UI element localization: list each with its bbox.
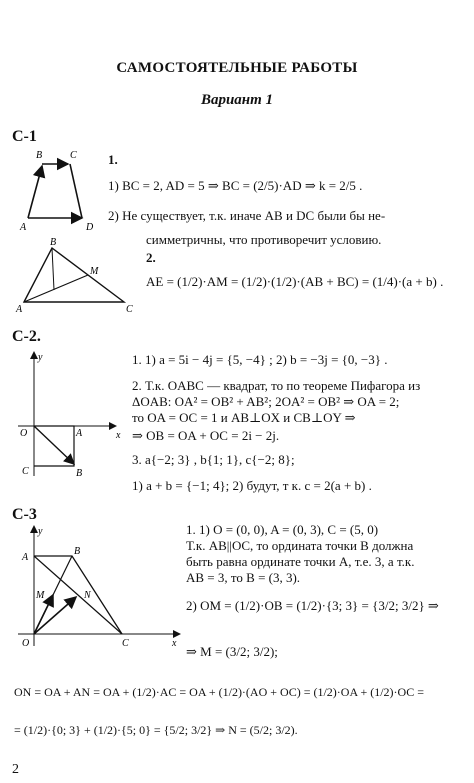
c3-line-8: = (1/2)·{0; 3} + (1/2)·{5; 0} = {5/2; 3/2} ⇒ N = (5/2; 3/2). — [14, 723, 298, 737]
c1-task-1-number: 1. — [108, 152, 118, 167]
section-c3-label: С-3 — [12, 506, 37, 523]
fig-label: N — [84, 590, 91, 601]
fig-label: C — [122, 638, 129, 649]
c1-task-2-number: 2. — [146, 250, 156, 265]
fig-label: A — [76, 428, 83, 439]
fig-label: B — [76, 468, 83, 479]
fig-label: O — [22, 638, 30, 649]
c3-line-5: 2) OM = (1/2)·OB = (1/2)·{3; 3} = {3/2; 3/2} ⇒ — [186, 598, 439, 613]
fig-label: B — [36, 150, 43, 161]
c1-trapezoid-figure — [18, 148, 108, 233]
c3-line-1: 1. 1) O = (0, 0), A = (0, 3), C = (5, 0) — [186, 522, 379, 537]
variant-title: Вариант 1 — [200, 92, 274, 108]
fig-label: A — [22, 552, 29, 563]
fig-label: A — [16, 304, 23, 315]
fig-label: B — [74, 546, 81, 557]
page-number: 2 — [12, 762, 19, 777]
c1-line-1: 1) BC = 2, AD = 5 ⇒ BC = (2/5)·AD ⇒ k = 2/5 . — [108, 178, 363, 193]
section-c2-label: С-2. — [12, 328, 41, 345]
fig-label: M — [90, 266, 99, 277]
c2-line-2: 2. Т.к. OABC — квадрат, то по теореме Пифагора из — [132, 378, 421, 393]
c3-line-2: Т.к. AB||OC, то ордината точки B должна — [186, 538, 414, 553]
c3-line-7: ON = OA + AN = OA + (1/2)·AC = OA + (1/2)·(AO + OC) = (1/2)·OA + (1/2)·OC = — [14, 685, 424, 699]
axis-label: x — [116, 430, 121, 441]
axis-label: x — [172, 638, 177, 649]
c1-line-2: 2) Не существует, т.к. иначе AB и DC были бы не- — [108, 208, 386, 223]
section-c1-label: С-1 — [12, 128, 37, 145]
c1-triangle-figure — [14, 236, 134, 316]
c3-line-3: быть равна ординате точки A, т.е. 3, а т.к. — [186, 554, 415, 569]
page-title: САМОСТОЯТЕЛЬНЫЕ РАБОТЫ — [116, 60, 358, 76]
c3-line-6: ⇒ M = (3/2; 3/2); — [186, 644, 278, 659]
fig-label: B — [50, 237, 57, 248]
c1-line-3: симметричны, что противоречит условию. — [146, 232, 382, 247]
fig-label: C — [22, 466, 29, 477]
c2-line-1: 1. 1) a = 5i − 4j = {5, −4} ; 2) b = −3j = {0, −3} . — [132, 352, 388, 367]
fig-label: M — [36, 590, 45, 601]
c3-coordinate-figure — [12, 522, 184, 652]
c2-line-5: ⇒ OB = OA + OC = 2i − 2j. — [132, 428, 280, 443]
fig-label: O — [20, 428, 28, 439]
c2-line-7: 1) a + b = {−1; 4}; 2) будут, т к. c = 2(a + b) . — [132, 478, 372, 493]
fig-label: C — [126, 304, 133, 315]
c3-line-4: AB = 3, то B = (3, 3). — [186, 570, 301, 585]
c2-line-4: то OA = OC = 1 и AB⊥OX и CB⊥OY ⇒ — [132, 410, 356, 425]
fig-label: C — [70, 150, 77, 161]
c1-line-4: AE = (1/2)·AM = (1/2)·(1/2)·(AB + BC) = (1/4)·(a + b) . — [146, 274, 444, 289]
c2-line-3: ΔOAB: OA² = OB² + AB²; 2OA² = OB² ⇒ OA = 2; — [132, 394, 400, 409]
fig-label: A — [20, 222, 27, 233]
c2-coordinate-figure — [12, 346, 130, 486]
axis-label: y — [38, 352, 43, 363]
fig-label: D — [86, 222, 94, 233]
axis-label: y — [38, 526, 43, 537]
c2-line-6: 3. a{−2; 3} , b{1; 1}, c{−2; 8}; — [132, 452, 295, 467]
